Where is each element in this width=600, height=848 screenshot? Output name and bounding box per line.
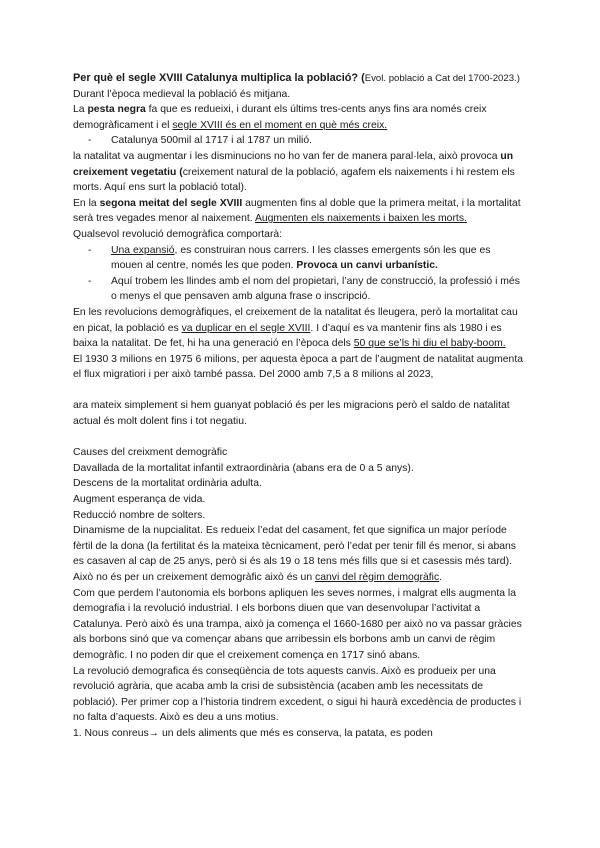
document-title (73, 71, 525, 87)
bold-text: Provoca un canvi urbanístic. (296, 260, 438, 272)
paragraph: Durant l’època medieval la població és mitjana. (73, 88, 291, 100)
paragraph: Descens de la mortalitat ordinària adulta. (73, 478, 262, 490)
title-note: Evol. població a Cat del 1700-2023.) (364, 73, 520, 84)
underlined-text: canvi del règim demogràfic (315, 572, 440, 583)
paragraph: La revolució demografica és conseqüència de tots aquests canvis. Això es produeix per una revolució agrària, que acaba amb la crisi de subsistència (acaben amb les necessitats de població). Per primer cop a l’historia tindrem excedent, o sigui hi haurà excedència de productes i no falta d’aquests. Això es deu a uns motius. (73, 665, 522, 724)
title-bold: Per què el segle XVIII Catalunya multiplica la població? ( (73, 72, 365, 84)
underlined-text: 50 que se’ls hi diu el baby-boom. (353, 338, 506, 350)
list-item: - Catalunya 500mil al 1717 i al 1787 un milió. (88, 133, 525, 149)
text-run: la natalitat va augmentar i les disminucions no ho van fer de manera paral·lela, això provoca (73, 150, 501, 162)
paragraph (73, 305, 525, 352)
paragraph: Reducció nombre de solters. (73, 509, 206, 521)
paragraph (73, 196, 525, 227)
paragraph (73, 102, 525, 133)
text-run: Això no és per un creixement demogràfic això és un (73, 572, 315, 583)
blank-line (73, 430, 525, 446)
paragraph: Davallada de la mortalitat infantil extraordinària (abans era de 0 a 5 anys). (73, 462, 414, 474)
bold-text: un creixement vegetatiu ( (73, 150, 514, 178)
paragraph (73, 570, 525, 586)
underlined-text: va duplicar en el segle XVIII (181, 322, 311, 334)
bold-text: pesta negra (87, 104, 146, 116)
paragraph: 1. Nous conreus→ un dels aliments que més es conserva, la patata, es poden (73, 727, 433, 739)
text-run: fa que es redueixi, i durant els últims tres-cents anys fins ara només creix demogràficament i el (73, 104, 487, 131)
paragraph: ara mateix simplement si hem guanyat població és per les migracions però el saldo de natalitat actual és molt dolent fins i tot negatiu. (73, 400, 510, 428)
list-item: - Aquí trobem les llindes amb el nom del propietari, l’any de construcció, la professió i més o menys el que pensaven amb alguna frase o inscripció. (88, 274, 525, 305)
paragraph: El 1930 3 milions en 1975 6 milions, per aquesta època a part de l’augment de natalitat augmenta el flux migratiori i per això també passa. Del 2000 amb 7,5 a 8 milions al 2023, (73, 353, 523, 381)
text-run: . I d’aquí es va mantenir fins als 1980 i es baixa la natalitat. De fet, hi ha una generació en l’època dels (73, 322, 502, 350)
text-run: La (73, 104, 88, 116)
bullet-list (73, 243, 525, 305)
paragraph: Com que perdem l’autonomia els borbons apliquen les seves normes, i malgrat ells augmenta la demografia i la revolució industrial. I els borbons diuen que van desenvolupar l’activitat a Catalunya. Però això és una trampa, això ja comença el 1660-1680 per això no va passar gràcies als borbons sinó que va començar abans que arribessin els borbons amb un canvi de règim demogràfic. I no poden dir que el creixement comença en 1717 sinó abans. (73, 587, 522, 661)
paragraph: Dinamisme de la nupcialitat. Es redueix l’edat del casament, fet que significa un major període fèrtil de la dona (la fertilitat és la mateixa tècnicament, però l’edat per tenir fill és menor, si abans es casaven al cap de 25 anys, però si és als 19 o 18 tens més fills que si et casessis més tard). (73, 525, 516, 568)
section-heading: Causes del creixment demogràfic (73, 447, 228, 459)
text-run: En les revolucions demogràfiques, el creixement de la natalitat és lleugera, però la mortalitat cau en picat, la població es (73, 306, 518, 334)
underlined-text: segle XVIII és en el moment en què més creix. (172, 119, 388, 131)
text-run: . (439, 572, 443, 583)
document-page (73, 71, 525, 742)
text-run: augmenten fins al doble que la primera meitat, i la mortalitat serà tres vegades menor al naixement. (73, 197, 521, 225)
underlined-text: Augmenten els naixements i baixen les morts. (254, 213, 467, 225)
text-run: En la (73, 197, 100, 209)
bold-text: segona meitat del segle XVIII (99, 197, 243, 209)
text-run: , es construiran nous carrers. I les classes emergents són les que es mouen al centre, només les que poden. (111, 244, 491, 272)
underlined-text: Una expansió (111, 244, 175, 256)
list-item (88, 243, 525, 274)
blank-line (73, 383, 525, 399)
text-run: creixement natural de la població, agafem els naixements i hi restem els morts. Aquí ens surt la població total). (73, 166, 515, 194)
bullet-list (73, 133, 525, 149)
paragraph (73, 149, 525, 196)
paragraph: Qualsevol revolució demogràfica comportarà: (73, 228, 283, 240)
paragraph: Augment esperança de vida. (73, 494, 206, 506)
